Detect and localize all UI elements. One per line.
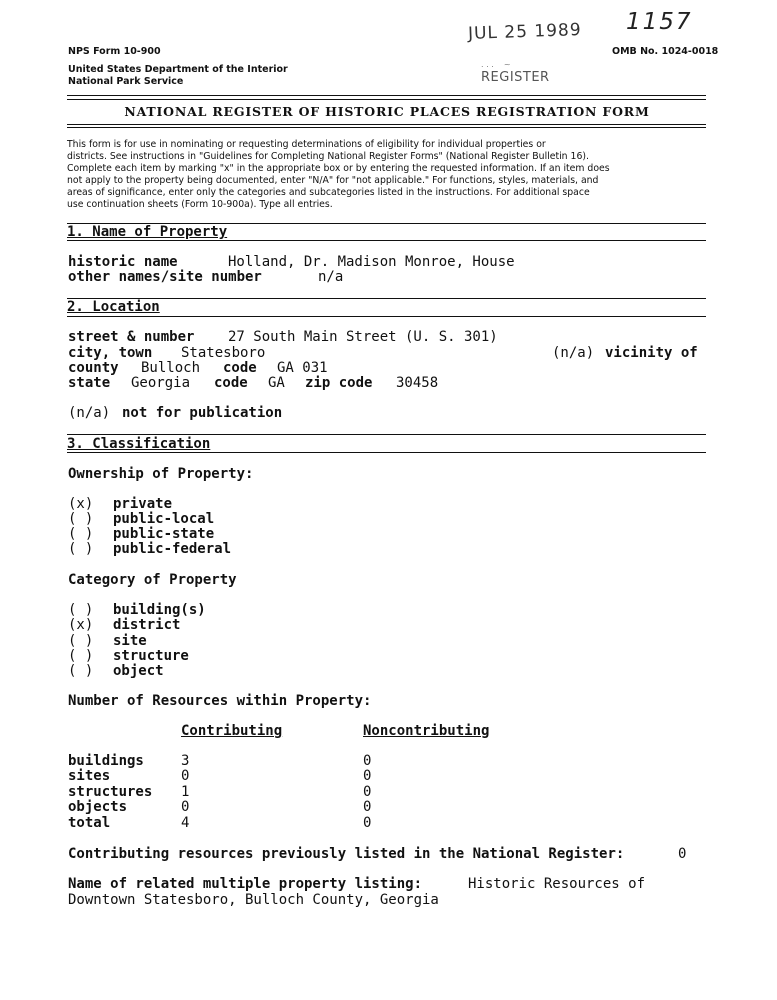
- vicinity-label: vicinity of: [605, 345, 698, 361]
- category-heading: Category of Property: [68, 572, 237, 588]
- resource-contributing: 0: [181, 799, 190, 815]
- resource-noncontributing: 0: [363, 768, 372, 784]
- county-code-value: GA 031: [277, 360, 328, 376]
- received-date-stamp: JUL 25 1989: [467, 20, 582, 44]
- related-listing-label: Name of related multiple property listing:: [68, 876, 423, 892]
- state-label: state: [68, 375, 111, 391]
- ownership-mark-public-federal: ( ): [68, 541, 94, 557]
- state-code-label: code: [214, 375, 248, 391]
- resource-contributing: 1: [181, 784, 190, 800]
- instruction-line: This form is for use in nominating or requesting determinations of eligibility for individual properties or: [67, 139, 546, 150]
- street-value: 27 South Main Street (U. S. 301): [228, 329, 498, 345]
- city-label: city, town: [68, 345, 153, 361]
- category-mark-district: (x): [68, 617, 94, 633]
- resource-contributing: 0: [181, 768, 190, 784]
- category-district-label: district: [113, 617, 181, 633]
- city-value: Statesboro: [181, 345, 266, 361]
- agency-line: National Park Service: [68, 76, 184, 87]
- section3-rule-bottom: [67, 452, 706, 453]
- not-for-publication-label: not for publication: [122, 405, 283, 421]
- ownership-heading: Ownership of Property:: [68, 466, 254, 482]
- resource-row-label: sites: [68, 768, 111, 784]
- section2-rule-top: [67, 298, 706, 299]
- instruction-line: Complete each item by marking "x" in the appropriate box or by entering the requested information. If an item does: [67, 163, 610, 174]
- section2-heading: 2. Location: [67, 299, 160, 315]
- category-object-label: object: [113, 663, 164, 679]
- ownership-mark-public-state: ( ): [68, 526, 94, 542]
- resource-contributing: 4: [181, 815, 190, 831]
- county-value: Bulloch: [141, 360, 201, 376]
- category-site-label: site: [113, 633, 147, 649]
- ownership-mark-private: (x): [68, 496, 94, 512]
- other-names-value: n/a: [318, 269, 344, 285]
- not-for-publication-mark: (n/a): [68, 405, 111, 421]
- department-line: United States Department of the Interior: [68, 64, 288, 75]
- ownership-mark-public-local: ( ): [68, 511, 94, 527]
- handwritten-number: 1157: [626, 9, 693, 35]
- zip-value: 30458: [396, 375, 439, 391]
- title-rule-bottom: [67, 124, 706, 125]
- vicinity-mark: (n/a): [552, 345, 595, 361]
- section1-rule-bottom: [67, 240, 706, 241]
- resource-noncontributing: 0: [363, 784, 372, 800]
- ownership-private-label: private: [113, 496, 173, 512]
- instruction-line: not apply to the property being documented, enter "N/A" for "not applicable." For functions, styles, materials, and: [67, 175, 599, 186]
- title-rule-top-2: [67, 99, 706, 100]
- historic-name-label: historic name: [68, 254, 178, 270]
- resource-contributing: 3: [181, 753, 190, 769]
- ownership-public-state-label: public-state: [113, 526, 215, 542]
- county-label: county: [68, 360, 119, 376]
- form-title: NATIONAL REGISTER OF HISTORIC PLACES REGISTRATION FORM: [124, 104, 650, 119]
- county-code-label: code: [223, 360, 257, 376]
- form-id: NPS Form 10-900: [68, 46, 161, 57]
- previously-listed-value: 0: [678, 846, 687, 862]
- category-buildings-label: building(s): [113, 602, 206, 618]
- historic-name-value: Holland, Dr. Madison Monroe, House: [228, 254, 515, 270]
- section1-heading: 1. Name of Property: [67, 224, 228, 240]
- section3-heading: 3. Classification: [67, 436, 211, 452]
- title-rule-bottom-2: [67, 127, 706, 128]
- category-structure-label: structure: [113, 648, 189, 664]
- state-value: Georgia: [131, 375, 191, 391]
- ownership-public-federal-label: public-federal: [113, 541, 232, 557]
- state-code-value: GA: [268, 375, 285, 391]
- resource-row-label: buildings: [68, 753, 144, 769]
- omb-number: OMB No. 1024-0018: [612, 46, 719, 57]
- stamp-faint-mark: . . . ~: [481, 60, 511, 69]
- col-contributing-header: Contributing: [181, 723, 283, 739]
- section2-rule-bottom: [67, 316, 706, 317]
- category-mark-structure: ( ): [68, 648, 94, 664]
- register-stamp: REGISTER: [481, 70, 550, 85]
- title-rule-top: [67, 95, 706, 96]
- resources-heading: Number of Resources within Property:: [68, 693, 372, 709]
- instruction-line: use continuation sheets (Form 10-900a). Type all entries.: [67, 199, 333, 210]
- instruction-line: areas of significance, enter only the categories and subcategories listed in the instructions. For additional space: [67, 187, 590, 198]
- resource-noncontributing: 0: [363, 815, 372, 831]
- other-names-label: other names/site number: [68, 269, 262, 285]
- zip-label: zip code: [305, 375, 373, 391]
- previously-listed-label: Contributing resources previously listed in the National Register:: [68, 846, 625, 862]
- resource-noncontributing: 0: [363, 753, 372, 769]
- instructions: [67, 139, 707, 211]
- ownership-public-local-label: public-local: [113, 511, 215, 527]
- instruction-line: districts. See instructions in "Guidelines for Completing National Register Forms" (National Register Bulletin 16).: [67, 151, 589, 162]
- section3-rule-top: [67, 434, 706, 435]
- resource-row-label: objects: [68, 799, 128, 815]
- resource-row-label: structures: [68, 784, 153, 800]
- resource-row-label: total: [68, 815, 111, 831]
- category-mark-site: ( ): [68, 633, 94, 649]
- category-mark-buildings: ( ): [68, 602, 94, 618]
- related-listing-value: Historic Resources of: [468, 876, 646, 892]
- resource-noncontributing: 0: [363, 799, 372, 815]
- category-mark-object: ( ): [68, 663, 94, 679]
- col-noncontributing-header: Noncontributing: [363, 723, 490, 739]
- street-label: street & number: [68, 329, 195, 345]
- related-listing-value-continued: Downtown Statesboro, Bulloch County, Georgia: [68, 892, 439, 908]
